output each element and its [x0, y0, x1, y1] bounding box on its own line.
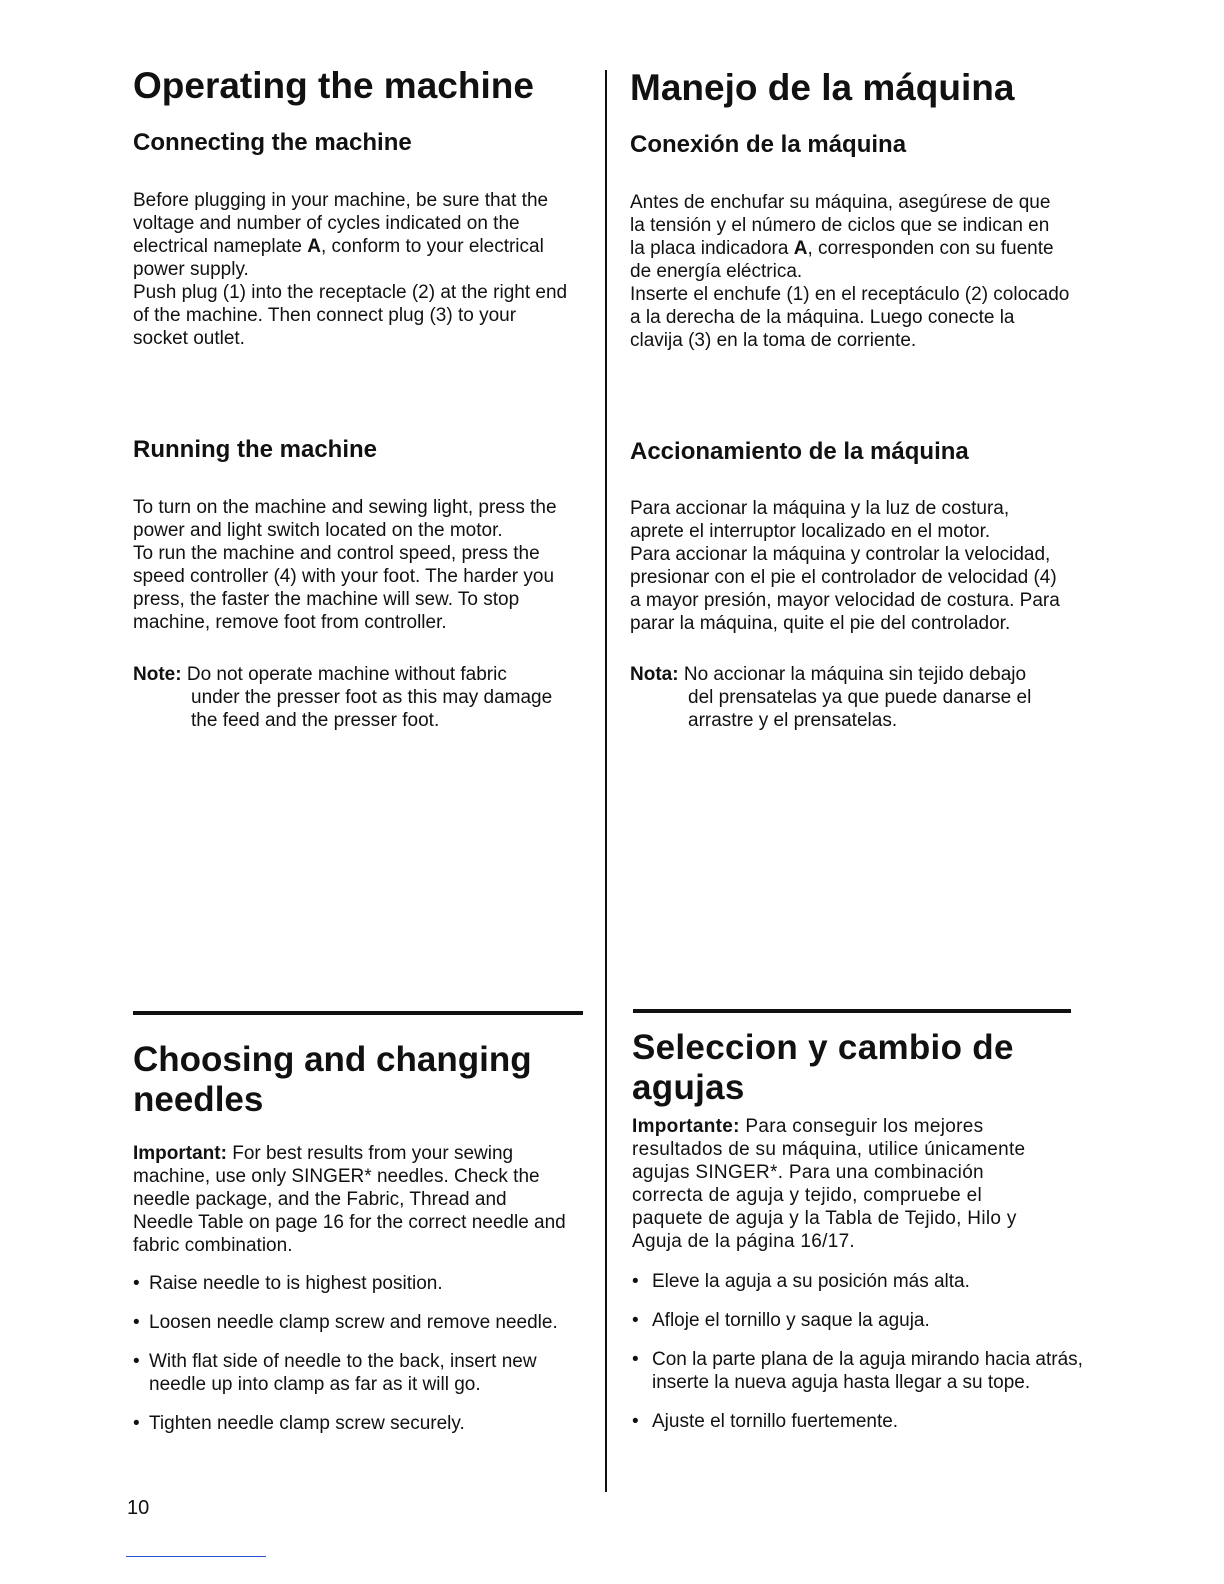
- page-title-en: Operating the machine: [133, 65, 534, 106]
- list-item: • Ajuste el tornillo fuertemente.: [632, 1411, 899, 1432]
- running-heading-es: Accionamiento de la máquina: [630, 438, 969, 465]
- list-item: • With flat side of needle to the back, insert new needle up into clamp as far as it will go.: [133, 1351, 537, 1395]
- list-item: • Raise needle to is highest position.: [133, 1273, 443, 1294]
- needles-title-en: Choosing and changing needles: [133, 1040, 532, 1119]
- list-item: • Afloje el tornillo y saque la aguja.: [632, 1310, 930, 1331]
- footer-line: [126, 1556, 266, 1557]
- connecting-heading-es: Conexión de la máquina: [630, 131, 907, 158]
- page-number: 10: [127, 1497, 150, 1519]
- note-en: Note: Do not operate machine without fabric under the presser foot as this may damage the feed and the presser foot.: [133, 664, 553, 731]
- list-item: • Eleve la aguja a su posición más alta.: [632, 1271, 970, 1292]
- list-item: • Con la parte plana de la aguja mirando hacia atrás, inserte la nueva aguja hasta llegar a su tope.: [632, 1349, 1083, 1393]
- needles-title-es: Seleccion y cambio de agujas: [632, 1028, 1014, 1107]
- connecting-heading-en: Connecting the machine: [133, 129, 412, 156]
- bullet-list-es: [632, 1270, 1082, 1433]
- running-heading-en: Running the machine: [133, 436, 378, 463]
- connecting-text-es: Antes de enchufar su máquina, asegúrese de que la tensión y el número de ciclos que se indican en la placa indicadora A, corresponden con su fuente de energía eléctrica. Inserte el enchufe (1) en el receptáculo (2) colocado a la derecha de la máquina. Luego conecte la clavija (3) en la toma de corriente.: [630, 192, 1070, 351]
- section-rule-en: [133, 1011, 583, 1015]
- note-es: Nota: No accionar la máquina sin tejido debajo del prensatelas ya que puede danarse el arrastre y el prensatelas.: [630, 664, 1032, 731]
- important-text-en: Important: For best results from your sewing machine, use only SINGER* needles. Check the needle package, and the Fabric, Thread and Needle Table on page 16 for the correct needle and fabric combination.: [133, 1143, 566, 1256]
- page-title-es: Manejo de la máquina: [630, 67, 1015, 108]
- running-text-es: Para accionar la máquina y la luz de costura, aprete el interruptor localizado en el motor. Para accionar la máquina y controlar la velocidad, presionar con el pie el controlador de velocidad (4) a mayor presión, mayor velocidad de costura. Para parar la máquina, quite el pie del controlador.: [630, 498, 1060, 634]
- section-rule-es: [633, 1009, 1071, 1013]
- list-item: • Loosen needle clamp screw and remove needle.: [133, 1312, 558, 1333]
- list-item: • Tighten needle clamp screw securely.: [133, 1413, 465, 1434]
- running-text-en: To turn on the machine and sewing light, press the power and light switch located on the motor. To run the machine and control speed, press the speed controller (4) with your foot. The harder you press, the faster the machine will sew. To stop machine, remove foot from controller.: [133, 497, 557, 633]
- bullet-list-en: [133, 1272, 593, 1435]
- column-divider: [605, 70, 607, 1492]
- important-text-es: Importante: Para conseguir los mejores resultados de su máquina, utilice únicamente agujas SINGER*. Para una combinación correcta de aguja y tejido, compruebe el paquete de aguja y la Tabla de Tejido, Hilo y Aguja de la página 16/17.: [632, 1116, 1026, 1252]
- connecting-text-en: Before plugging in your machine, be sure that the voltage and number of cycles indicated on the electrical nameplate A, conform to your electrical power supply. Push plug (1) into the receptacle (2) at the right end of the machine. Then connect plug (3) to your socket outlet.: [133, 190, 568, 349]
